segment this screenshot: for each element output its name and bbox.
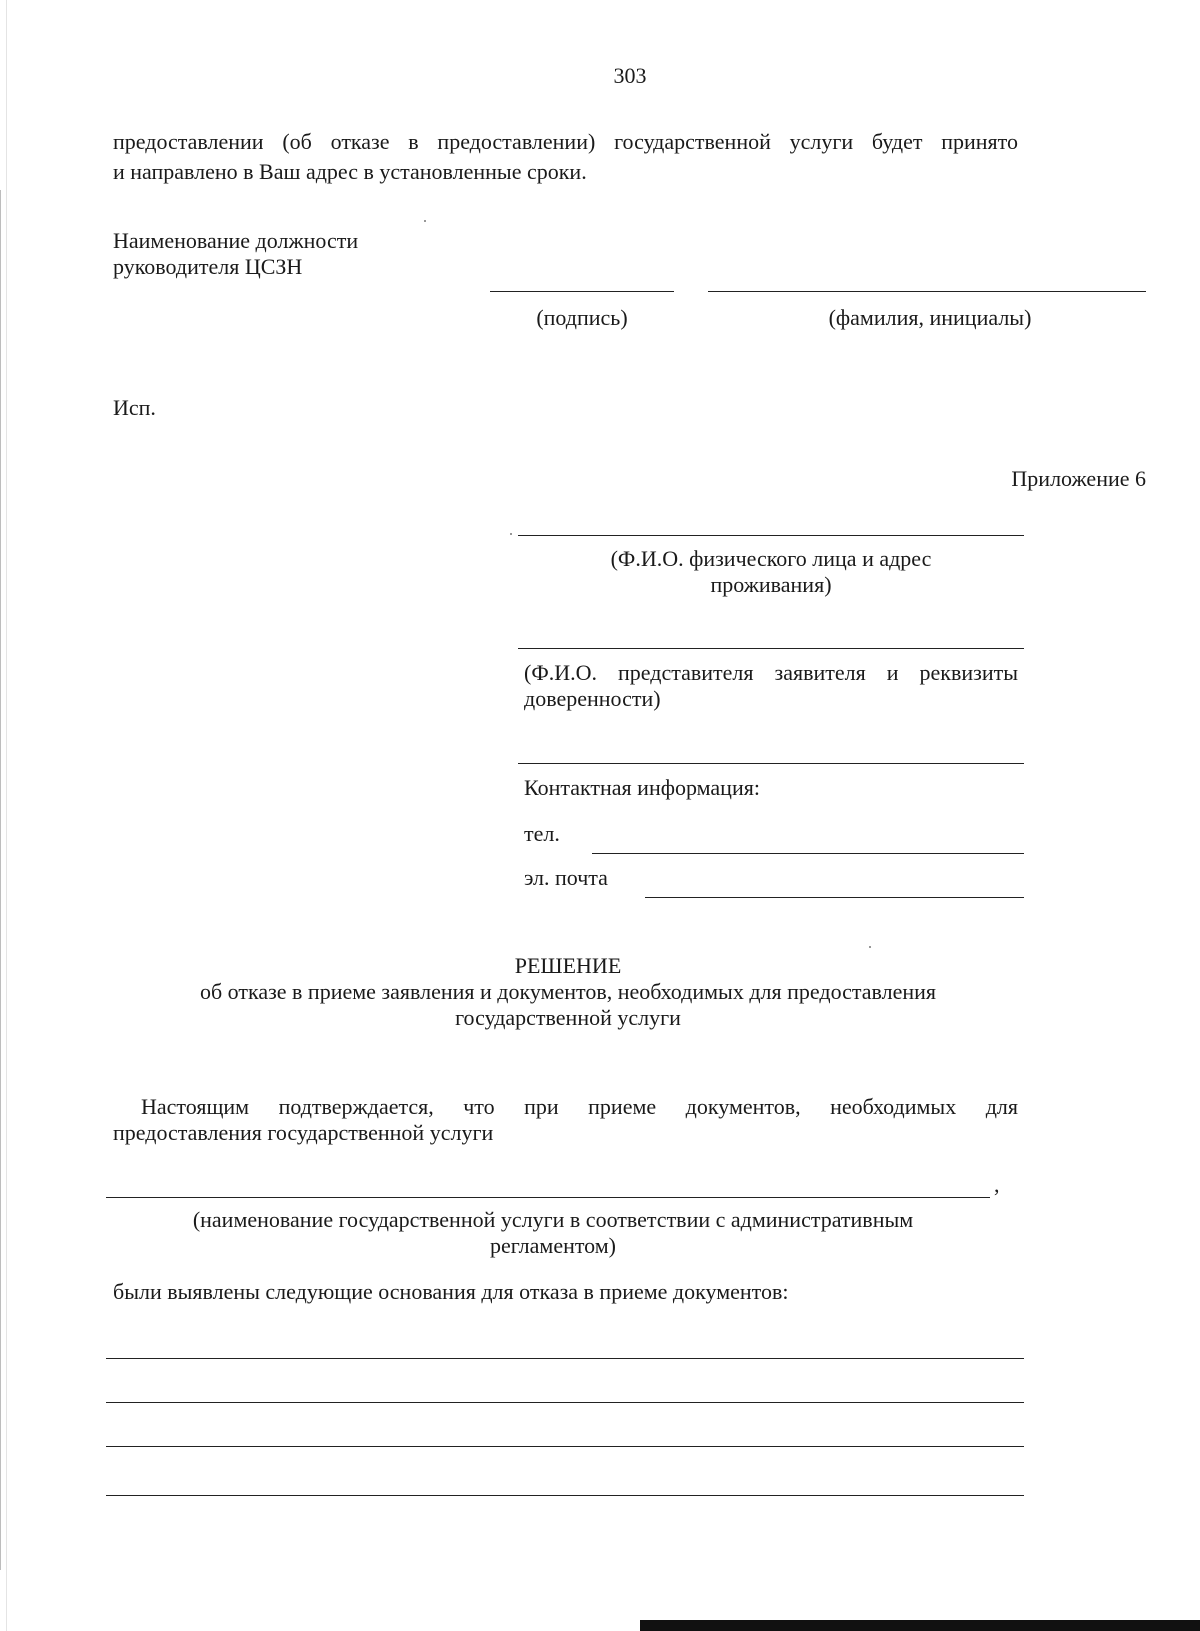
phone-line	[592, 853, 1024, 854]
decision-title: РЕШЕНИЕ	[514, 953, 622, 978]
grounds-line	[106, 1495, 1024, 1496]
service-caption	[113, 1207, 993, 1259]
representative-line	[518, 648, 1024, 649]
decision-body-line-2: предоставления государственной услуги	[113, 1119, 494, 1145]
service-caption-line-2: регламентом)	[489, 1232, 617, 1258]
person-line	[518, 535, 1024, 536]
name-line	[708, 291, 1146, 292]
decision-heading	[113, 953, 1023, 1031]
name-caption: (фамилия, инициалы)	[828, 305, 1032, 330]
grounds-line	[106, 1358, 1024, 1359]
position-title	[113, 228, 358, 280]
service-caption-line-1: (наименование государственной услуги в соответствии с административным	[192, 1207, 914, 1232]
service-line	[106, 1197, 990, 1198]
page-number: 303	[613, 63, 647, 88]
representative-caption	[524, 660, 1018, 712]
signature-caption: (подпись)	[536, 305, 628, 330]
intro-paragraph	[113, 129, 1018, 185]
executor-label: Исп.	[113, 395, 156, 420]
signature-line	[490, 291, 674, 292]
representative-caption-line-2: доверенности)	[524, 685, 661, 711]
scan-speck	[424, 220, 426, 222]
service-line-comma: ,	[994, 1172, 1000, 1197]
phone-label: тел.	[524, 821, 560, 846]
decision-body-line-1: Настоящим подтверждается, что при приеме документов, необходимых для	[141, 1094, 1018, 1119]
decision-subtitle-line-2: государственной услуги	[455, 1004, 681, 1030]
appendix-label: Приложение 6	[1011, 466, 1146, 491]
representative-caption-line-1: (Ф.И.О. представителя заявителя и реквизиты	[524, 660, 1018, 685]
grounds-text: были выявлены следующие основания для отказа в приеме документов:	[113, 1279, 789, 1304]
person-caption	[518, 546, 1024, 598]
scan-edge-bottom	[640, 1620, 1200, 1631]
email-label: эл. почта	[524, 865, 608, 890]
scan-edge-left-faint	[6, 0, 7, 1631]
position-line-1: Наименование должности	[113, 228, 359, 253]
position-line-2: руководителя ЦСЗН	[113, 253, 303, 279]
intro-line-2: и направлено в Ваш адрес в установленные сроки.	[113, 158, 587, 184]
contact-line	[518, 763, 1024, 764]
scan-edge-left	[0, 190, 1, 1570]
intro-line-1: предоставлении (об отказе в предоставлении) государственной услуги будет принято	[113, 129, 1018, 154]
decision-body	[113, 1094, 1018, 1146]
scan-speck	[869, 946, 871, 948]
contact-label: Контактная информация:	[524, 775, 760, 800]
email-line	[645, 897, 1024, 898]
person-caption-line-2: проживания)	[710, 571, 832, 597]
decision-subtitle-line-1: об отказе в приеме заявления и документов, необходимых для предоставления	[199, 978, 937, 1004]
grounds-line	[106, 1402, 1024, 1403]
scan-speck	[510, 533, 512, 535]
grounds-line	[106, 1446, 1024, 1447]
person-caption-line-1: (Ф.И.О. физического лица и адрес	[610, 546, 932, 571]
